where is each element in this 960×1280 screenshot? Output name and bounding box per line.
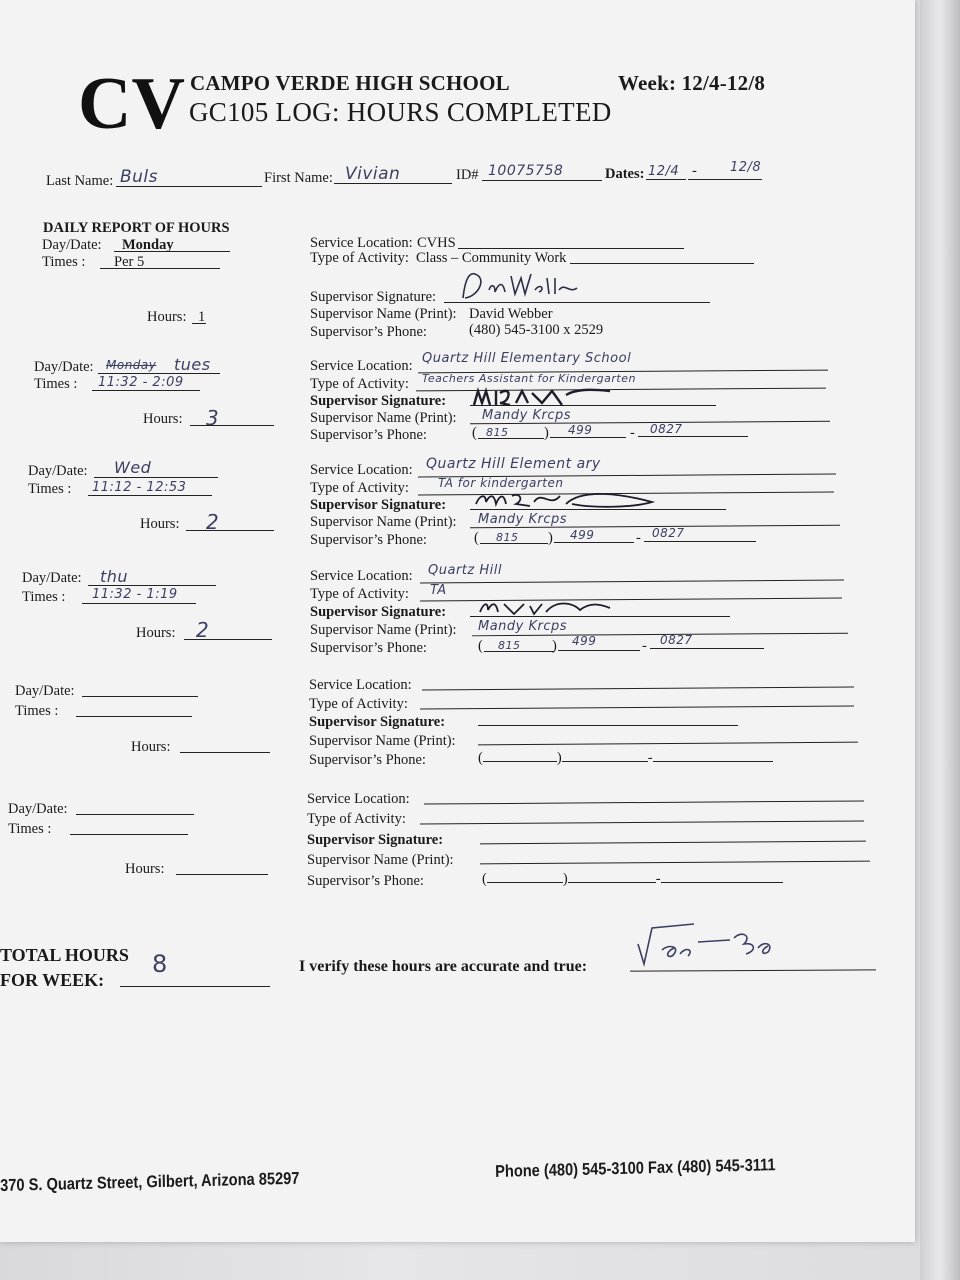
entry4-location-label: Service Location:	[310, 568, 413, 584]
total-hours-label-line1: TOTAL HOURS	[0, 945, 129, 965]
entry4-signature-label: Supervisor Signature:	[310, 604, 447, 620]
entry6-times-field[interactable]	[70, 834, 188, 835]
entry5-activity-field[interactable]	[420, 705, 854, 709]
entry2-phone-open: (	[472, 425, 477, 441]
last-name-label: Last Name:	[46, 173, 114, 189]
entry5-signature-field[interactable]	[478, 725, 738, 726]
entry3-phone-close: )	[548, 530, 553, 546]
binder-edge	[920, 0, 960, 1280]
form-title: GC105 LOG: HOURS COMPLETED	[189, 97, 612, 127]
entry2-day-value[interactable]: tues	[174, 355, 211, 374]
entry5-activity-label: Type of Activity:	[309, 696, 408, 712]
entry5-location-label: Service Location:	[309, 677, 412, 693]
id-label: ID#	[456, 167, 479, 183]
entry6-activity-field[interactable]	[420, 820, 864, 824]
entry2-phone-close: )	[544, 425, 549, 441]
entry6-hours-field[interactable]	[176, 874, 268, 875]
entry6-phone-label: Supervisor’s Phone:	[307, 873, 424, 889]
entry3-supervisor-name-value[interactable]: Mandy Krcps	[478, 512, 568, 527]
entry2-location-value[interactable]: Quartz Hill Elementary School	[422, 351, 632, 366]
entry4-activity-value[interactable]: TA	[430, 583, 447, 598]
footer-address: 370 S. Quartz Street, Gilbert, Arizona 85297	[0, 1168, 300, 1195]
entry4-location-value[interactable]: Quartz Hill	[428, 563, 502, 578]
entry1-hours-value[interactable]: 1	[198, 309, 206, 325]
entry3-times-line	[88, 495, 212, 496]
entry1-location-label: Service Location:	[310, 235, 413, 251]
entry3-hours-label: Hours:	[140, 516, 180, 532]
entry2-supervisor-name-value[interactable]: Mandy Krcps	[482, 408, 572, 423]
entry5-times-label: Times :	[15, 703, 59, 719]
entry4-phone-prefix[interactable]: 499	[572, 634, 597, 648]
entry5-supervisor-name-field[interactable]	[478, 742, 858, 746]
entry2-day-struck: Monday	[106, 358, 157, 372]
total-hours-value[interactable]: 8	[152, 950, 168, 978]
entry1-supervisor-name-value[interactable]: David Webber	[469, 306, 553, 322]
entry3-signature[interactable]	[472, 486, 662, 512]
entry2-phone-line-line	[638, 436, 748, 437]
entry6-activity-label: Type of Activity:	[307, 811, 406, 827]
entry5-signature-label: Supervisor Signature:	[309, 714, 446, 730]
entry4-phone-line-line	[650, 648, 764, 649]
entry4-times-label: Times :	[22, 589, 66, 605]
entry4-phone-open: (	[478, 638, 483, 654]
entry6-location-label: Service Location:	[307, 791, 410, 807]
entry4-day-label: Day/Date:	[22, 570, 82, 586]
entry3-phone-prefix-line	[554, 542, 634, 543]
entry6-supervisor-name-field[interactable]	[480, 861, 870, 865]
entry1-day-label: Day/Date:	[42, 237, 102, 253]
entry5-hours-label: Hours:	[131, 739, 171, 755]
entry3-activity-value[interactable]: TA for kindergarten	[438, 476, 564, 490]
entry4-times-line	[82, 603, 196, 604]
entry1-times-label: Times :	[42, 254, 86, 270]
entry3-phone-prefix[interactable]: 499	[570, 528, 595, 542]
entry5-location-field[interactable]	[422, 686, 854, 690]
entry3-phone-open: (	[474, 530, 479, 546]
entry1-supervisor-name-label: Supervisor Name (Print):	[310, 306, 457, 322]
entry3-phone-line[interactable]: 0827	[652, 526, 685, 540]
entry5-day-field[interactable]	[82, 696, 198, 697]
entry3-hours-value[interactable]: 2	[206, 510, 220, 534]
entry2-hours-value[interactable]: 3	[206, 406, 220, 430]
entry1-phone-label: Supervisor’s Phone:	[310, 324, 427, 340]
entry3-supervisor-name-label: Supervisor Name (Print):	[310, 514, 457, 530]
verify-label: I verify these hours are accurate and true:	[299, 958, 588, 975]
entry3-phone-line-line	[644, 541, 756, 542]
entry1-signature-label: Supervisor Signature:	[310, 289, 437, 305]
school-logo	[78, 62, 185, 145]
entry4-hours-label: Hours:	[136, 625, 176, 641]
entry3-phone-area[interactable]: 815	[496, 531, 519, 544]
entry2-hours-label: Hours:	[143, 411, 183, 427]
entry4-phone-area[interactable]: 815	[498, 639, 521, 652]
entry2-hours-line	[190, 425, 274, 426]
entry3-signature-label: Supervisor Signature:	[310, 497, 447, 513]
entry3-day-line	[94, 477, 218, 478]
entry2-phone-line[interactable]: 0827	[650, 422, 683, 436]
entry6-day-label: Day/Date:	[8, 801, 68, 817]
entry2-times-label: Times :	[34, 376, 78, 392]
entry2-phone-prefix-line	[550, 437, 626, 438]
footer-phone-fax: Phone (480) 545-3100 Fax (480) 545-3111	[495, 1155, 776, 1181]
entry2-phone-area[interactable]: 815	[486, 426, 509, 439]
entry1-day-value[interactable]: Monday	[122, 237, 174, 253]
entry1-location-value[interactable]: CVHS	[417, 235, 456, 251]
entry2-activity-label: Type of Activity:	[310, 376, 409, 392]
entry4-signature[interactable]	[476, 596, 616, 620]
school-name: CAMPO VERDE HIGH SCHOOL	[190, 71, 510, 95]
entry3-location-value[interactable]: Quartz Hill Element ary	[426, 456, 601, 472]
entry2-phone-dash: -	[630, 425, 635, 441]
entry2-times-value[interactable]: 11:32 - 2:09	[98, 375, 184, 390]
daily-report-heading: DAILY REPORT OF HOURS	[43, 220, 230, 236]
entry4-supervisor-name-value[interactable]: Mandy Krcps	[478, 619, 568, 634]
entry3-phone-label: Supervisor’s Phone:	[310, 532, 427, 548]
entry3-phone-dash: -	[636, 530, 641, 546]
entry1-location-line	[458, 248, 684, 249]
entry3-location-label: Service Location:	[310, 462, 413, 478]
logo-letters: CV	[78, 63, 185, 145]
entry5-phone-label: Supervisor’s Phone:	[309, 752, 426, 768]
entry4-times-value[interactable]: 11:32 - 1:19	[92, 587, 178, 602]
entry3-activity-label: Type of Activity:	[310, 480, 409, 496]
entry6-phone-field[interactable]: ( ) -	[482, 871, 783, 888]
entry4-phone-dash: -	[642, 638, 647, 654]
entry4-activity-label: Type of Activity:	[310, 586, 409, 602]
entry3-hours-line	[186, 530, 274, 531]
entry6-supervisor-name-label: Supervisor Name (Print):	[307, 852, 454, 868]
dates-to-value[interactable]: 12/8	[730, 160, 762, 175]
entry1-activity-line	[570, 263, 754, 264]
student-signature[interactable]	[634, 920, 784, 970]
entry6-hours-label: Hours:	[125, 861, 165, 877]
id-value[interactable]: 10075758	[488, 163, 564, 179]
entry5-day-label: Day/Date:	[15, 683, 75, 699]
entry2-times-line	[92, 390, 200, 391]
entry6-times-label: Times :	[8, 821, 52, 837]
entry6-signature-field[interactable]	[480, 841, 866, 845]
entry3-times-value[interactable]: 11:12 - 12:53	[92, 480, 187, 495]
dates-to-line	[688, 179, 762, 180]
entry2-day-label: Day/Date:	[34, 359, 94, 375]
entry1-phone-value[interactable]: (480) 545-3100 x 2529	[469, 322, 604, 338]
entry4-phone-close: )	[552, 638, 557, 654]
entry3-day-value[interactable]: Wed	[114, 458, 152, 477]
entry4-phone-label: Supervisor’s Phone:	[310, 640, 427, 656]
entry1-signature[interactable]	[455, 268, 580, 304]
dates-from-line	[646, 179, 686, 180]
entry6-location-field[interactable]	[424, 800, 864, 804]
total-hours-line	[120, 986, 270, 987]
dates-separator: -	[692, 163, 697, 179]
entry4-hours-value[interactable]: 2	[196, 618, 210, 642]
total-hours-label-line2: FOR WEEK:	[0, 970, 105, 990]
entry2-signature-label: Supervisor Signature:	[310, 393, 447, 409]
last-name-value[interactable]: Buls	[120, 167, 159, 187]
entry4-phone-line[interactable]: 0827	[660, 633, 693, 647]
entry2-supervisor-name-label: Supervisor Name (Print):	[310, 410, 457, 426]
entry1-activity-value[interactable]: Class – Community Work	[416, 250, 567, 266]
first-name-label: First Name:	[264, 170, 333, 186]
entry4-location-line	[420, 580, 844, 584]
dates-from-value[interactable]: 12/4	[648, 164, 680, 179]
entry4-day-value[interactable]: thu	[100, 567, 129, 586]
entry4-supervisor-name-label: Supervisor Name (Print):	[310, 622, 457, 638]
entry4-phone-prefix-line	[558, 650, 640, 651]
first-name-value[interactable]: Vivian	[345, 164, 401, 184]
entry5-hours-field[interactable]	[180, 752, 270, 753]
entry5-supervisor-name-label: Supervisor Name (Print):	[309, 733, 456, 749]
entry5-times-field[interactable]	[76, 716, 192, 717]
entry1-hours-label: Hours:	[147, 309, 187, 325]
entry3-times-label: Times :	[28, 481, 72, 497]
entry2-activity-value[interactable]: Teachers Assistant for Kindergarten	[422, 372, 636, 385]
entry5-phone-field[interactable]: ( ) -	[478, 750, 773, 767]
entry1-activity-label: Type of Activity:	[310, 250, 409, 266]
week-range: Week: 12/4-12/8	[618, 71, 766, 95]
dates-label: Dates:	[605, 166, 645, 182]
entry2-location-label: Service Location:	[310, 358, 413, 374]
entry2-phone-label: Supervisor’s Phone:	[310, 427, 427, 443]
entry2-phone-prefix[interactable]: 499	[568, 423, 593, 437]
entry6-day-field[interactable]	[76, 814, 194, 815]
entry6-signature-label: Supervisor Signature:	[307, 832, 444, 848]
entry1-times-value[interactable]: Per 5	[114, 254, 145, 270]
entry3-day-label: Day/Date:	[28, 463, 88, 479]
entry2-signature[interactable]	[470, 383, 620, 409]
id-line	[482, 180, 602, 181]
